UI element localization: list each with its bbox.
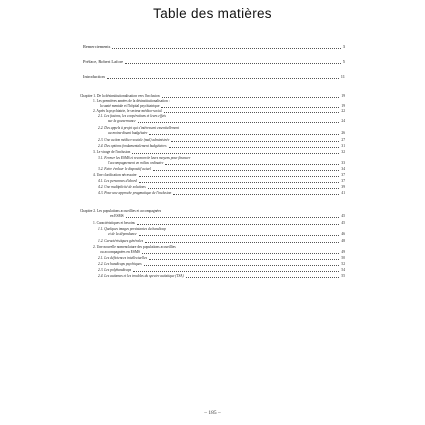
toc-leader-dots bbox=[162, 97, 340, 98]
toc-entry-title: 1. Caractéristiques et besoins bbox=[93, 221, 135, 225]
toc-entry[interactable] bbox=[98, 274, 345, 279]
toc-entry-page: 49 bbox=[341, 250, 345, 254]
toc-entry[interactable] bbox=[110, 214, 345, 219]
toc-entry-page: 22 bbox=[341, 109, 345, 113]
toc-entry[interactable] bbox=[108, 119, 345, 124]
toc-leader-dots bbox=[139, 235, 340, 236]
toc-leader-dots bbox=[171, 141, 339, 142]
toc-entry[interactable] bbox=[98, 144, 345, 149]
toc-leader-dots bbox=[137, 224, 339, 225]
toc-entry-title: 2.2. Les handicaps psychiques bbox=[98, 262, 142, 266]
toc-entry-title: la santé mentale et l'hôpital psychiatrique bbox=[100, 104, 160, 108]
toc-entry-page: 45 bbox=[341, 221, 345, 225]
page-title: Table des matières bbox=[153, 6, 272, 21]
toc-entry-title: sur la gouvernance bbox=[108, 119, 136, 123]
toc-entry-page: 50 bbox=[341, 256, 345, 260]
toc-entry-title: 2.4. Des options fondamentalement budgétaires bbox=[98, 144, 167, 148]
toc-leader-dots bbox=[153, 170, 339, 171]
toc-leader-dots bbox=[169, 147, 340, 148]
toc-entry[interactable] bbox=[93, 173, 345, 178]
toc-entry-page: 5 bbox=[342, 59, 345, 64]
toc-entry-page: 41 bbox=[341, 191, 345, 195]
toc-entry[interactable] bbox=[98, 138, 345, 143]
toc-entry-title: Introduction bbox=[83, 74, 105, 79]
toc-entry-title: 2.3. Les polyhandicaps bbox=[98, 268, 132, 272]
toc-entry-page: 19 bbox=[341, 94, 345, 98]
toc-entry-page: 39 bbox=[341, 185, 345, 189]
toc-entry-title: Chapitre 2. Les populations accueillies et accompagnées bbox=[80, 209, 162, 213]
toc-entry-page: 33 bbox=[341, 161, 345, 165]
toc-entry-page: 19 bbox=[341, 104, 345, 108]
toc-leader-dots bbox=[133, 271, 339, 272]
toc-entry-page: 3 bbox=[342, 44, 345, 49]
toc-entry-title: 4. Une clarification nécessaire bbox=[93, 173, 137, 177]
toc-entry-page: 48 bbox=[341, 239, 345, 243]
toc-entry[interactable] bbox=[98, 185, 345, 190]
toc-entry-page: 37 bbox=[341, 179, 345, 183]
toc-leader-dots bbox=[126, 217, 340, 218]
toc-leader-dots bbox=[139, 182, 340, 183]
toc-entry-title: 2.3. Une action médico-sociale (mal) administrée bbox=[98, 138, 170, 142]
toc-entry-title: et de la dépendance bbox=[108, 232, 137, 236]
toc-entry-title: 4.1. Les personnes d'abord bbox=[98, 179, 137, 183]
toc-entry-title: Chapitre 1. De la désinstitutionalisation vers l'inclusion bbox=[80, 94, 160, 98]
toc-entry-page: 45 bbox=[341, 214, 345, 218]
toc-entry[interactable] bbox=[93, 150, 345, 155]
toc-entry-title: 2.1. Les déficiences intellectuelles bbox=[98, 256, 147, 260]
toc-entry-title: 3. Le virage de l'inclusion bbox=[93, 150, 131, 154]
toc-leader-dots bbox=[107, 78, 339, 79]
toc-entry-title: 1. Les premières années de la désinstitutionalisation : bbox=[93, 99, 170, 103]
toc-leader-dots bbox=[132, 153, 339, 154]
toc-entry-title: Préface, Robert Lafore bbox=[83, 59, 124, 64]
toc-entry-title: 2. Après la psychiatrie, le secteur médico-social bbox=[93, 109, 162, 113]
toc-entry-page: 32 bbox=[341, 150, 345, 154]
toc-entry[interactable] bbox=[108, 232, 345, 237]
toc-leader-dots bbox=[148, 188, 340, 189]
toc-entry[interactable] bbox=[83, 44, 345, 50]
toc-entry[interactable] bbox=[98, 262, 345, 267]
toc-leader-dots bbox=[186, 277, 340, 278]
toc-entry-page: 54 bbox=[341, 268, 345, 272]
toc-leader-dots bbox=[138, 122, 340, 123]
toc-entry[interactable] bbox=[100, 250, 345, 255]
toc-leader-dots bbox=[165, 164, 339, 165]
toc-entry-title: Remerciements bbox=[83, 44, 111, 49]
toc-entry-title: ou accompagnées en ESMS bbox=[100, 250, 141, 254]
toc-entry-title: 4.2. Une multiplicité de solutions bbox=[98, 185, 146, 189]
toc-entry[interactable] bbox=[108, 161, 345, 166]
toc-entry-title: 1.2. Caractéristiques générales bbox=[98, 239, 144, 243]
toc-leader-dots bbox=[125, 63, 341, 64]
toc-leader-dots bbox=[149, 134, 339, 135]
toc-entry[interactable] bbox=[98, 167, 345, 172]
toc-leader-dots bbox=[142, 253, 339, 254]
toc-entry-title: 3.1. Fermer les ESMS et reconvertir leurs moyens pour financer bbox=[98, 156, 191, 160]
toc-entry[interactable] bbox=[108, 131, 345, 136]
toc-entry-page: 55 bbox=[341, 274, 345, 278]
toc-entry-page: 46 bbox=[341, 232, 345, 236]
toc-entry-title: 3.2. Faire évoluer le dispositif actuel bbox=[98, 167, 152, 171]
toc-entry[interactable] bbox=[83, 59, 345, 65]
toc-entry[interactable] bbox=[98, 239, 345, 244]
toc-leader-dots bbox=[139, 176, 340, 177]
toc-entry[interactable] bbox=[98, 268, 345, 273]
toc-leader-dots bbox=[145, 242, 339, 243]
toc-entry-page: 52 bbox=[341, 262, 345, 266]
toc-leader-dots bbox=[149, 259, 339, 260]
toc-entry-title: 4.3. Pour une approche pragmatique de l'inclusion bbox=[98, 191, 172, 195]
toc-entry[interactable] bbox=[98, 191, 345, 196]
toc-entry[interactable] bbox=[98, 256, 345, 261]
toc-entry-page: 26 bbox=[341, 131, 345, 135]
toc-entry-title: l'accompagnement en milieu ordinaire bbox=[108, 161, 164, 165]
page-number: – 185 – bbox=[204, 410, 221, 416]
toc-leader-dots bbox=[144, 265, 340, 266]
toc-leader-dots bbox=[173, 194, 339, 195]
toc-entry-page: 34 bbox=[341, 167, 345, 171]
toc-entry-title: 2.1. Les fusions, les coopérations et leurs effets bbox=[98, 114, 166, 118]
toc-entry[interactable] bbox=[93, 221, 345, 226]
toc-entry-title: au moins-disant budgétaire bbox=[108, 131, 148, 135]
toc-entry[interactable] bbox=[83, 74, 345, 80]
toc-entry-title: 2.2. Des appels à projet qui s'intéressent essentiellement bbox=[98, 126, 180, 130]
toc-entry[interactable] bbox=[98, 179, 345, 184]
toc-leader-dots bbox=[112, 48, 340, 49]
toc-entry-title: en ESMS bbox=[110, 214, 124, 218]
toc-entry-page: 24 bbox=[341, 119, 345, 123]
toc-entry-page: 31 bbox=[341, 144, 345, 148]
toc-entry-page: 27 bbox=[341, 138, 345, 142]
toc-entry-title: 2.4. Les autismes et les troubles du spectre autistique (TSA) bbox=[98, 274, 184, 278]
toc-entry-title: 1.1. Quelques images persistantes du handicap bbox=[98, 227, 166, 231]
toc-entry-page: 37 bbox=[341, 173, 345, 177]
toc-leader-dots bbox=[164, 112, 340, 113]
toc-entry-title: 2. Une nouvelle nomenclature des populations accueillies bbox=[93, 245, 176, 249]
toc-entry-page: 11 bbox=[340, 74, 345, 79]
toc-leader-dots bbox=[161, 107, 339, 108]
